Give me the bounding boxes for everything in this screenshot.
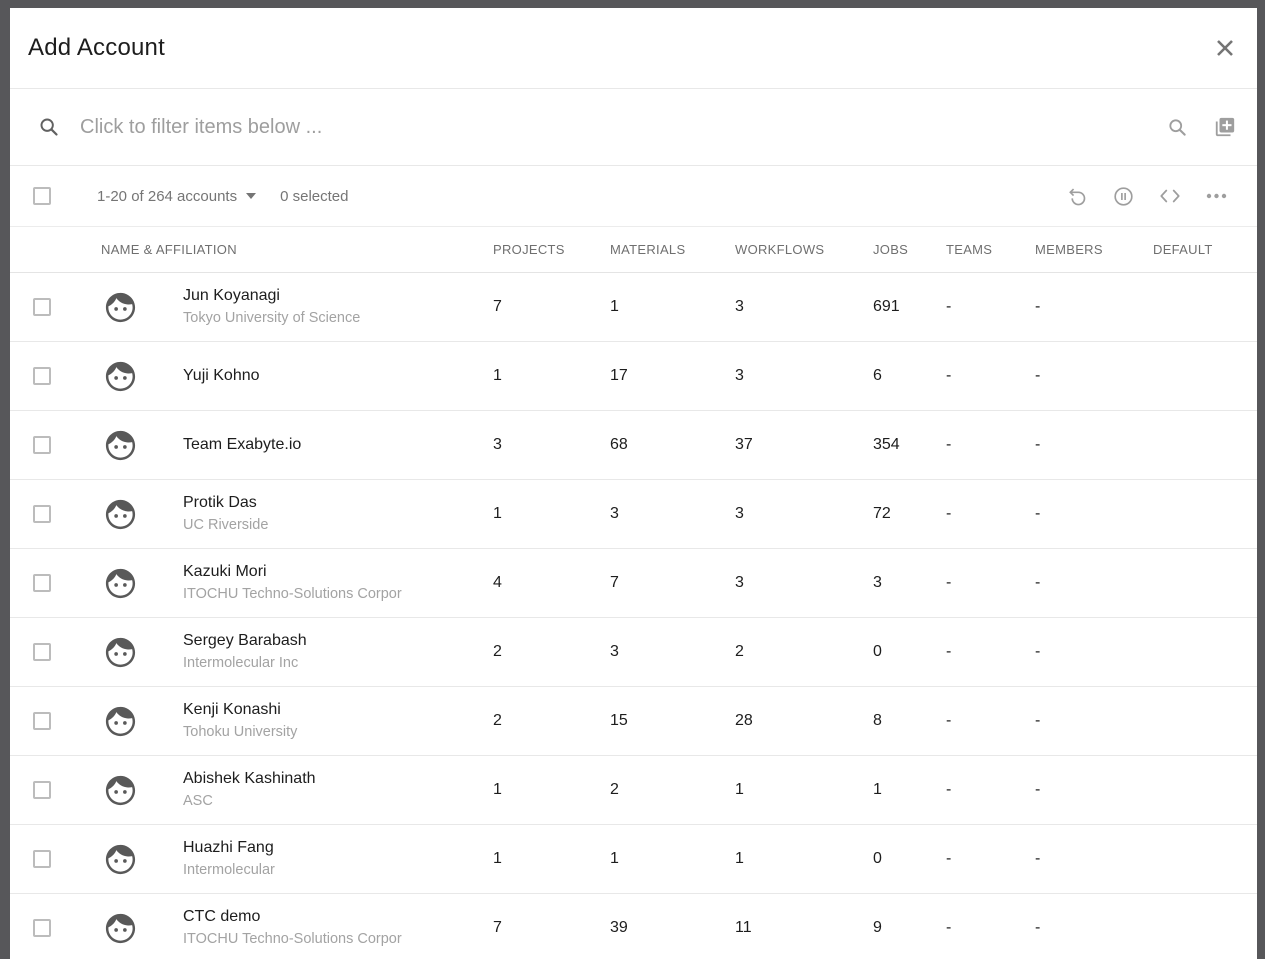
workflows-count: 3 xyxy=(735,574,744,591)
teams-count: - xyxy=(946,919,952,936)
column-header-projects[interactable]: PROJECTS xyxy=(493,242,565,257)
table-row[interactable] xyxy=(10,825,1257,894)
row-checkbox[interactable] xyxy=(33,781,51,799)
face-avatar-icon xyxy=(80,635,160,670)
projects-count: 7 xyxy=(493,298,502,315)
projects-count: 3 xyxy=(493,436,502,453)
row-checkbox[interactable] xyxy=(33,643,51,661)
refresh-button[interactable] xyxy=(1067,186,1088,207)
account-name: Team Exabyte.io xyxy=(183,436,302,453)
face-avatar-icon xyxy=(80,704,160,739)
library-add-icon xyxy=(1214,116,1236,138)
add-account-modal xyxy=(10,8,1257,959)
column-header-workflows[interactable]: WORKFLOWS xyxy=(735,242,825,257)
row-checkbox[interactable] xyxy=(33,298,51,316)
jobs-count: 9 xyxy=(873,919,882,936)
search-icon xyxy=(38,116,60,138)
materials-count: 1 xyxy=(610,298,619,315)
pause-circle-icon xyxy=(1113,186,1134,207)
selected-count-label: 0 selected xyxy=(280,187,349,205)
materials-count: 7 xyxy=(610,574,619,591)
table-body xyxy=(10,273,1257,959)
pause-button[interactable] xyxy=(1113,186,1134,207)
face-avatar-icon xyxy=(80,428,160,463)
account-name: Kazuki Mori xyxy=(183,563,267,580)
projects-count: 4 xyxy=(493,574,502,591)
teams-count: - xyxy=(946,367,952,384)
table-row[interactable] xyxy=(10,756,1257,825)
code-view-button[interactable] xyxy=(1159,188,1181,204)
row-checkbox[interactable] xyxy=(33,436,51,454)
account-name: Huazhi Fang xyxy=(183,839,274,856)
row-checkbox[interactable] xyxy=(33,850,51,868)
column-header-default[interactable]: DEFAULT xyxy=(1153,242,1213,257)
workflows-count: 2 xyxy=(735,643,744,660)
members-count: - xyxy=(1035,574,1041,591)
materials-count: 39 xyxy=(610,919,628,936)
jobs-count: 1 xyxy=(873,781,882,798)
teams-count: - xyxy=(946,643,952,660)
account-affiliation: Tohoku University xyxy=(183,724,298,740)
close-button[interactable] xyxy=(1210,33,1240,63)
account-affiliation: UC Riverside xyxy=(183,517,269,533)
row-checkbox[interactable] xyxy=(33,919,51,937)
add-selected-button[interactable] xyxy=(1214,116,1236,138)
undo-refresh-icon xyxy=(1067,186,1088,207)
face-avatar-icon xyxy=(80,497,160,532)
modal-title: Add Account xyxy=(28,34,165,61)
members-count: - xyxy=(1035,298,1041,315)
members-count: - xyxy=(1035,712,1041,729)
dropdown-arrow-icon xyxy=(246,193,256,199)
select-all-checkbox[interactable] xyxy=(33,187,51,205)
more-options-button[interactable] xyxy=(1206,193,1227,199)
projects-count: 2 xyxy=(493,712,502,729)
table-header-row xyxy=(10,227,1257,273)
face-avatar-icon xyxy=(80,359,160,394)
face-avatar-icon xyxy=(80,911,160,946)
search-submit-button[interactable] xyxy=(1167,117,1188,138)
column-header-members[interactable]: MEMBERS xyxy=(1035,242,1103,257)
workflows-count: 3 xyxy=(735,367,744,384)
table-row[interactable] xyxy=(10,273,1257,342)
jobs-count: 0 xyxy=(873,850,882,867)
projects-count: 1 xyxy=(493,367,502,384)
column-header-materials[interactable]: MATERIALS xyxy=(610,242,686,257)
pagination-range-label: 1-20 of 264 accounts xyxy=(97,187,238,205)
jobs-count: 3 xyxy=(873,574,882,591)
workflows-count: 11 xyxy=(735,919,752,936)
account-name: Protik Das xyxy=(183,494,257,511)
table-row[interactable] xyxy=(10,894,1257,959)
members-count: - xyxy=(1035,367,1041,384)
account-affiliation: Intermolecular Inc xyxy=(183,655,299,671)
row-checkbox[interactable] xyxy=(33,712,51,730)
jobs-count: 354 xyxy=(873,436,900,453)
materials-count: 3 xyxy=(610,505,619,522)
jobs-count: 72 xyxy=(873,505,891,522)
workflows-count: 1 xyxy=(735,781,744,798)
workflows-count: 28 xyxy=(735,712,753,729)
workflows-count: 1 xyxy=(735,850,744,867)
jobs-count: 8 xyxy=(873,712,882,729)
workflows-count: 3 xyxy=(735,505,744,522)
column-header-teams[interactable]: TEAMS xyxy=(946,242,993,257)
account-affiliation: ITOCHU Techno-Solutions Corpor xyxy=(183,931,402,947)
materials-count: 68 xyxy=(610,436,628,453)
account-affiliation: ITOCHU Techno-Solutions Corpor xyxy=(183,586,402,602)
teams-count: - xyxy=(946,850,952,867)
filter-bar xyxy=(10,89,1257,166)
account-name: Abishek Kashinath xyxy=(183,770,316,787)
materials-count: 15 xyxy=(610,712,628,729)
face-avatar-icon xyxy=(80,566,160,601)
workflows-count: 3 xyxy=(735,298,744,315)
filter-input[interactable] xyxy=(80,116,1167,139)
jobs-count: 0 xyxy=(873,643,882,660)
face-avatar-icon xyxy=(80,842,160,877)
projects-count: 1 xyxy=(493,781,502,798)
row-checkbox[interactable] xyxy=(33,574,51,592)
face-avatar-icon xyxy=(80,773,160,808)
projects-count: 7 xyxy=(493,919,502,936)
projects-count: 1 xyxy=(493,850,502,867)
materials-count: 3 xyxy=(610,643,619,660)
account-name: Yuji Kohno xyxy=(183,367,260,384)
members-count: - xyxy=(1035,850,1041,867)
account-affiliation: Intermolecular xyxy=(183,862,275,878)
members-count: - xyxy=(1035,643,1041,660)
code-icon xyxy=(1159,188,1181,204)
jobs-count: 691 xyxy=(873,298,900,315)
members-count: - xyxy=(1035,436,1041,453)
teams-count: - xyxy=(946,781,952,798)
account-affiliation: ASC xyxy=(183,793,213,809)
column-header-name-affiliation[interactable]: NAME & AFFILIATION xyxy=(101,242,237,257)
row-checkbox[interactable] xyxy=(33,367,51,385)
row-checkbox[interactable] xyxy=(33,505,51,523)
members-count: - xyxy=(1035,781,1041,798)
projects-count: 2 xyxy=(493,643,502,660)
face-avatar-icon xyxy=(80,290,160,325)
materials-count: 1 xyxy=(610,850,619,867)
members-count: - xyxy=(1035,505,1041,522)
teams-count: - xyxy=(946,505,952,522)
teams-count: - xyxy=(946,436,952,453)
column-header-jobs[interactable]: JOBS xyxy=(873,242,909,257)
materials-count: 2 xyxy=(610,781,619,798)
account-affiliation: Tokyo University of Science xyxy=(183,310,361,326)
account-name: Jun Koyanagi xyxy=(183,287,280,304)
members-count: - xyxy=(1035,919,1041,936)
workflows-count: 37 xyxy=(735,436,753,453)
table-row[interactable] xyxy=(10,549,1257,618)
projects-count: 1 xyxy=(493,505,502,522)
table-row[interactable] xyxy=(10,618,1257,687)
close-icon xyxy=(1214,37,1236,59)
materials-count: 17 xyxy=(610,367,628,384)
table-row[interactable] xyxy=(10,342,1257,411)
teams-count: - xyxy=(946,712,952,729)
more-horizontal-icon xyxy=(1206,193,1227,199)
teams-count: - xyxy=(946,574,952,591)
pagination-dropdown[interactable] xyxy=(97,188,256,205)
table-toolbar xyxy=(10,166,1257,227)
account-name: Sergey Barabash xyxy=(183,632,307,649)
account-name: CTC demo xyxy=(183,908,261,925)
table-row[interactable] xyxy=(10,411,1257,480)
account-name: Kenji Konashi xyxy=(183,701,281,718)
modal-titlebar xyxy=(10,8,1257,89)
teams-count: - xyxy=(946,298,952,315)
jobs-count: 6 xyxy=(873,367,882,384)
table-row[interactable] xyxy=(10,480,1257,549)
search-icon xyxy=(1167,117,1188,138)
table-row[interactable] xyxy=(10,687,1257,756)
